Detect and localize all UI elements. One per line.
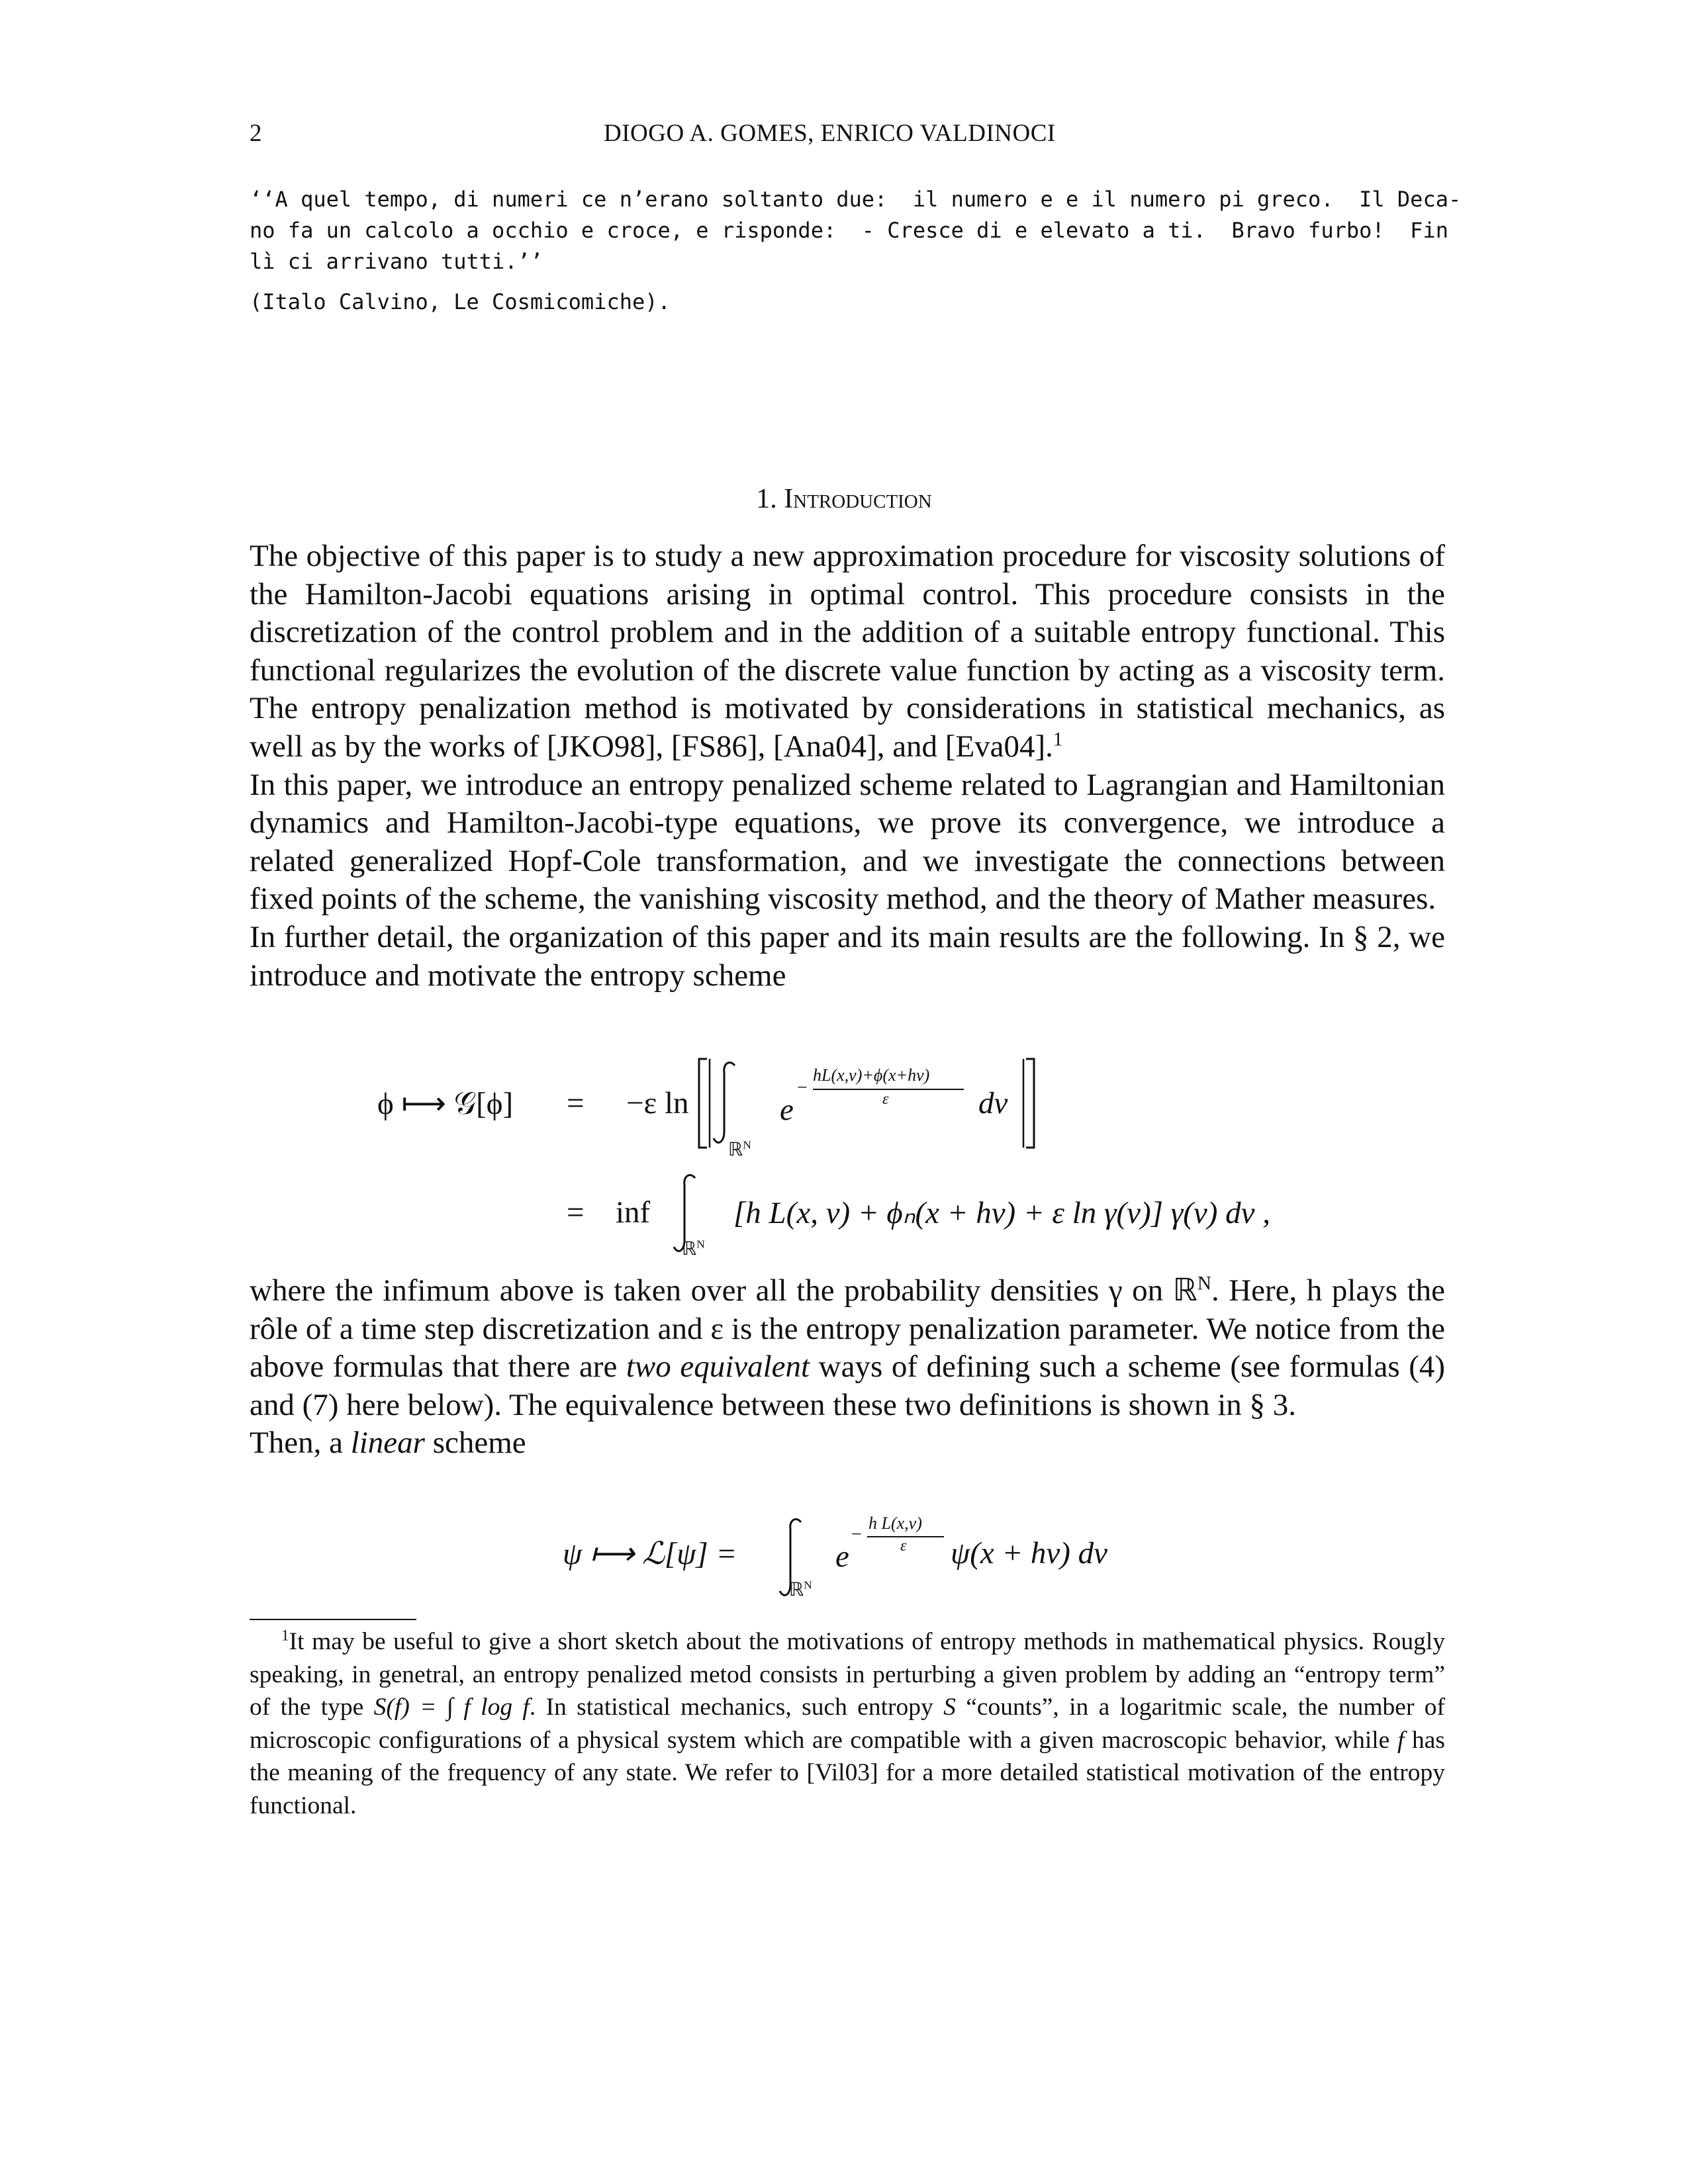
paragraph-1-text: The objective of this paper is to study a new approximation procedure for viscosity solutions of the Hamilton-Jacobi equations arising in optimal control. This procedure consists in the discretization of the control problem and in the addition of a suitable entropy functional. This functional regularizes the evolution of the discrete value function by acting as a viscosity term. The entropy penalization method is motivated by considerations in statistical mechanics, as well as by the works of [JKO98], [FS86], [Ana04], and [Eva04]. [250, 539, 1445, 764]
epigraph-line-1: ‘‘A quel tempo, di numeri ce n’erano soltanto due: il numero e e il numero pi greco. Il Deca- [250, 187, 1462, 212]
paragraph-3: In further detail, the organization of this paper and its main results are the following. In § 2, we introduce and motivate the entropy scheme [250, 919, 1445, 993]
footnote-1: $^1$It may be useful to give a short sketch about the motivations of entropy methods in mathematical physics. Rougly speaking, in genetral, an entropy penalized metod consists in perturbing a given problem by adding an “entropy term” of the type S(f) = ∫ f log f. In statistical mechanics, such entropy S “counts”, in a logaritmic scale, the number of microscopic configurations of a physical system which are compatible with a given macroscopic behavior, while f has the meaning of the frequency of any state. We refer to [Vil03] for a more detailed statistical motivation of the entropy functional. [250, 1627, 1446, 1819]
epigraph-attribution: (Italo Calvino, Le Cosmicomiche). [250, 289, 671, 314]
equation-1-equals: = [567, 1086, 585, 1120]
epigraph-line-2: no fa un calcolo a occhio e croce, e risponde: - Cresce di e elevato a ti. Bravo furbo! Fin [250, 218, 1448, 243]
epigraph-line-3: lì ci arrivano tutti.’’ [250, 249, 543, 274]
equation-1-exp-minus: − [797, 1077, 808, 1098]
equation-2-domain: ℝ$^N$ [682, 1238, 705, 1259]
equation-1-domain: ℝ$^N$ [728, 1138, 751, 1160]
footnote-rule [250, 1619, 416, 1620]
equation-3-exp-minus: − [851, 1524, 862, 1545]
equation-2-inf: inf [616, 1195, 651, 1230]
equation-1-exp-rule [813, 1089, 964, 1090]
equation-3-body: ψ(x + hv) dv [951, 1536, 1108, 1570]
equation-1-prefix: −ε ln [626, 1086, 689, 1120]
equation-1-exp-base: e [780, 1093, 794, 1127]
running-title: DIOGO A. GOMES, ENRICO VALDINOCI [604, 120, 1056, 147]
intro-text-continued [250, 1272, 1445, 1463]
equation-1-exp-denominator: ε [882, 1091, 889, 1108]
entropy-formula: S(f) = ∫ f log f [373, 1694, 530, 1721]
equation-3-exp-base: e [835, 1539, 849, 1574]
equation-1-dv: dv [978, 1086, 1008, 1120]
section-heading [0, 483, 1688, 515]
page-number: 2 [250, 120, 262, 147]
epigraph [250, 184, 1461, 318]
equation-3-exp-denominator: ε [900, 1537, 907, 1555]
section-number: 1. [756, 484, 777, 514]
footnote-1-mark: 1 [281, 1627, 289, 1645]
intro-text [250, 537, 1445, 995]
paragraph-1 [250, 537, 1445, 766]
paragraph-5: Then, a linear scheme [250, 1426, 526, 1461]
equation-1-exponent: hL(x,v)+ϕ(x+hv) [813, 1066, 930, 1085]
equation-3-domain: ℝ$^N$ [789, 1578, 812, 1600]
equation-3-lhs: ψ ⟼ ℒ[ψ] = [563, 1537, 737, 1571]
paragraph-2: In this paper, we introduce an entropy penalized scheme related to Lagrangian and Hamiltonian dynamics and Hamilton-Jacobi-type equations, we prove its convergence, we introduce a related generalized Hopf-Cole transformation, and we investigate the connections between fixed points of the scheme, the vanishing viscosity method, and the theory of Mather measures. [250, 767, 1445, 917]
footnote-mark[interactable]: 1 [1053, 729, 1063, 751]
equation-2-body: [h L(x, v) + ϕₙ(x + hv) + ε ln γ(v)] γ(v) dv , [733, 1196, 1271, 1230]
equation-1-lhs: ϕ ⟼ 𝒢[ϕ] [377, 1087, 514, 1121]
paragraph-4: where the infimum above is taken over all the probability densities γ on ℝ$^N$. Here, h plays the rôle of a time step discretization and ε is the entropy penalization parameter. We notice from the above formulas that there are two equivalent ways of defining such a scheme (see formulas (4) and (7) here below). The equivalence between these two definitions is shown in § 3. [250, 1273, 1445, 1422]
equation-3-exponent: h L(x,v) [868, 1514, 922, 1533]
equation-2-equals: = [567, 1195, 585, 1230]
section-title: Introduction [784, 484, 932, 514]
